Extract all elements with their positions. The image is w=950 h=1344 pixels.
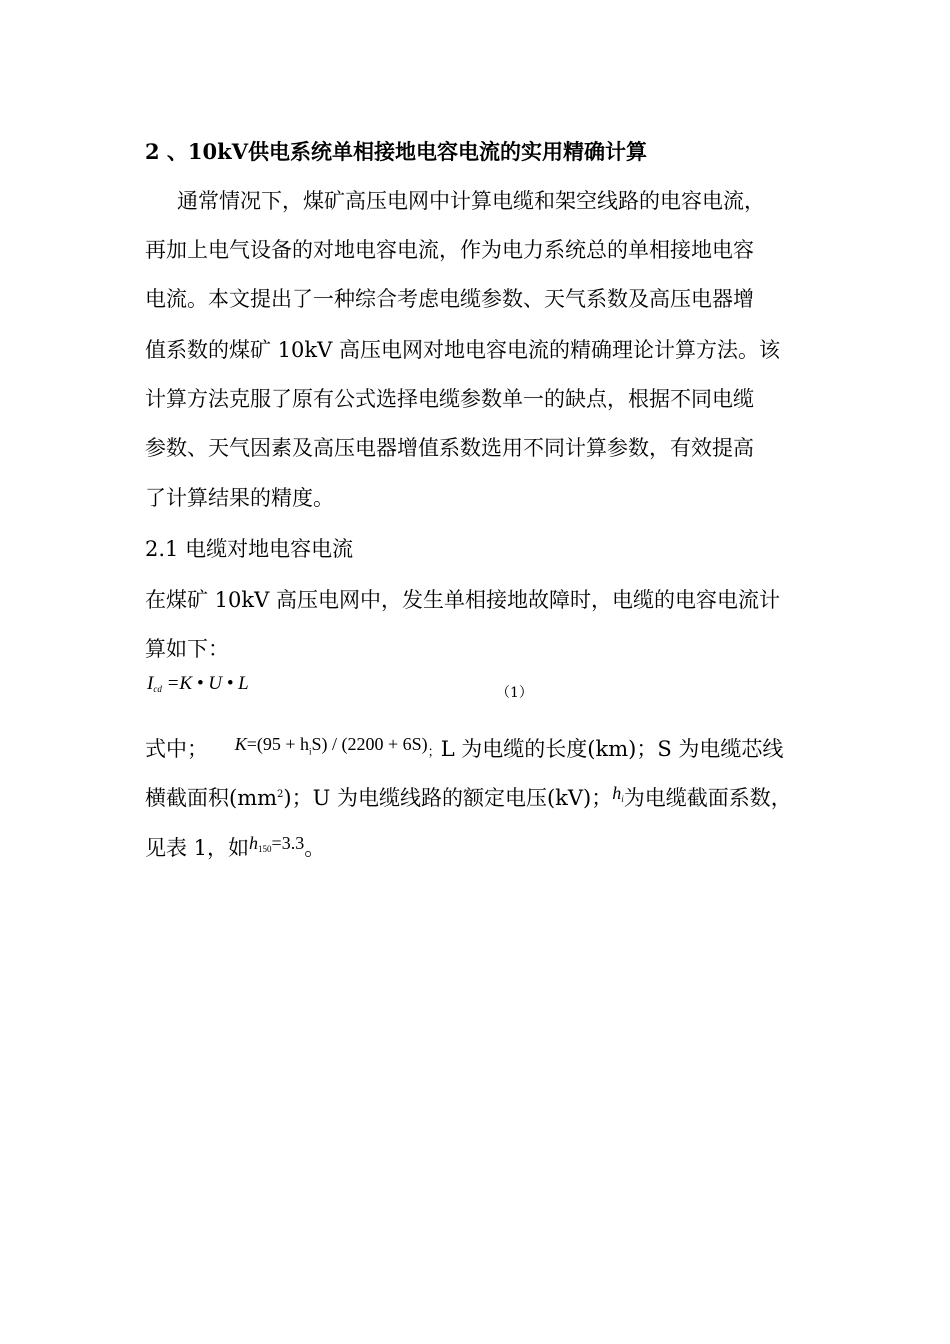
k-formula-sub: i bbox=[309, 746, 312, 757]
equation-number: （1） bbox=[496, 685, 533, 701]
paragraph-line-6: 参数、天气因素及高压电器增值系数选用不同计算参数，有效提高 bbox=[145, 436, 754, 460]
k-formula bbox=[235, 730, 428, 766]
paragraph-line-4: 值系数的煤矿 10kV 高压电网对地电容电流的精确理论计算方法。该 bbox=[145, 338, 780, 362]
section-heading: 2 、10kV供电系统单相接地电容电流的实用精确计算 bbox=[145, 139, 647, 164]
where-text-1: L 为电缆的长度(km)；S 为电缆芯线 bbox=[440, 737, 784, 761]
example-symbol: h bbox=[249, 833, 259, 853]
example-subscript: 150 bbox=[258, 844, 272, 854]
where-line-3 bbox=[145, 829, 325, 863]
where-text-3b: 。 bbox=[304, 836, 326, 860]
equation-lhs-symbol: I bbox=[147, 673, 154, 694]
h-symbol: h bbox=[612, 783, 622, 803]
example-formula bbox=[249, 829, 304, 863]
where-text-2c: 为电缆截面系数， bbox=[623, 786, 792, 810]
where-line-1 bbox=[145, 730, 783, 767]
where-text-3a: 见表 1，如 bbox=[145, 836, 250, 860]
paragraph-line-1: 通常情况下，煤矿高压电网中计算电缆和架空线路的电容电流， bbox=[177, 189, 765, 213]
paragraph-line-3: 电流。本文提出了一种综合考虑电缆参数、天气系数及高压电器增 bbox=[145, 287, 754, 311]
equation-1 bbox=[147, 673, 249, 700]
where-text-2b: )；U 为电缆线路的额定电压(kV)； bbox=[283, 786, 613, 810]
paragraph-line-2: 再加上电气设备的对地电容电流，作为电力系统总的单相接地电容 bbox=[145, 238, 754, 262]
h-symbol-inline bbox=[612, 779, 624, 813]
h-symbol-sub: i bbox=[621, 794, 624, 804]
intro-line-1: 在煤矿 10kV 高压电网中，发生单相接地故障时，电缆的电容电流计 bbox=[145, 588, 780, 612]
equation-lhs-subscript: cd bbox=[153, 684, 162, 694]
paragraph-line-5: 计算方法克服了原有公式选择电缆参数单一的缺点，根据不同电缆 bbox=[145, 387, 754, 411]
where-text-2a: 横截面积(mm bbox=[145, 786, 278, 810]
k-formula-rhs-b: S) / (2200 + 6S) bbox=[311, 734, 428, 754]
where-label: 式中； bbox=[145, 737, 208, 761]
where-separator: ； bbox=[427, 745, 441, 760]
k-formula-lhs: K bbox=[234, 734, 247, 754]
where-line-2 bbox=[145, 779, 792, 813]
paragraph-line-7: 了计算结果的精度。 bbox=[145, 486, 334, 510]
equation-rhs: =K • U • L bbox=[166, 673, 249, 694]
example-value: =3.3 bbox=[271, 833, 305, 853]
subsection-heading: 2.1 电缆对地电容电流 bbox=[145, 537, 354, 561]
k-formula-rhs-a: =(95 + h bbox=[246, 734, 309, 754]
where-text-2-superscript: 2 bbox=[277, 789, 284, 800]
intro-line-2: 算如下： bbox=[145, 637, 229, 661]
